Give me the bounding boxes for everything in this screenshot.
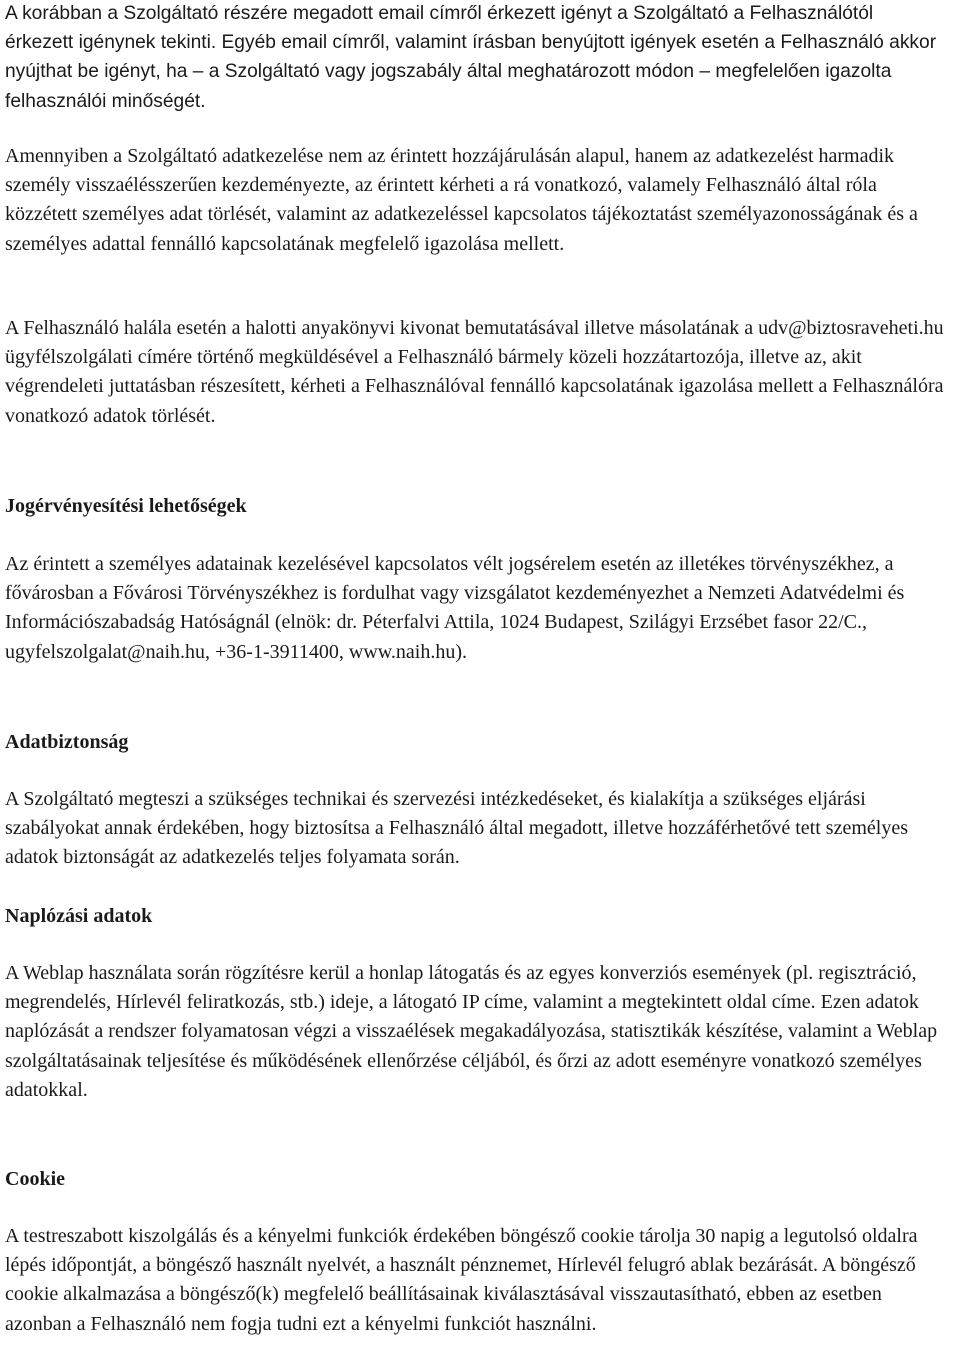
section-heading-legal-remedies: Jogérvényesítési lehetőségek	[5, 495, 247, 517]
section-heading-logging-data: Naplózási adatok	[5, 905, 153, 927]
section-text-legal-remedies: Az érintett a személyes adatainak kezelésével kapcsolatos vélt jogsérelem esetén az illetékes törvényszékhez, a fővárosban a Fővárosi Törvényszékhez is fordulhat vagy vizsgálatot kezdeményezhet a Nemzeti Adatvédelmi és Információszabadság Hatóságnál (elnök: dr. Péterfalvi Attila, 1024 Budapest, Szilágyi Erzsébet fasor 22/C., ugyfelszolgalat@naih.hu, +36-1-3911400, www.naih.hu).	[5, 553, 905, 663]
intro-paragraph: A korábban a Szolgáltató részére megadott email címről érkezett igényt a Szolgáltató a Felhasználótól érkezett igénynek tekinti. Egyéb email címről, valamint írásban benyújtott igények esetén a Felhasználó akkor nyújthat be igényt, ha – a Szolgáltató vagy jogszabály által meghatározott módon – megfelelően igazolta felhasználói minőségét.	[5, 3, 937, 112]
section-heading-data-security: Adatbiztonság	[5, 731, 129, 753]
section-heading-cookie: Cookie	[5, 1168, 65, 1190]
section-text-cookie: A testreszabott kiszolgálás és a kényelmi funkciók érdekében böngésző cookie tárolja 30 napig a legutolsó oldalra lépés időpontját, a böngésző használt nyelvét, a használt pénznemet, Hírlevél felugró ablak bezárását. A böngésző cookie alkalmazása a böngésző(k) megfelelő beállításainak kiválasztásával visszautasítható, ebben az esetben azonban a Felhasználó nem fogja tudni ezt a kényelmi funkciót használni.	[5, 1225, 918, 1335]
third-party-paragraph: Amennyiben a Szolgáltató adatkezelése nem az érintett hozzájárulásán alapul, hanem az adatkezelést harmadik személy visszaélésszerűen kezdeményezte, az érintett kérheti a rá vonatkozó, valamely Felhasználó által róla közzétett személyes adat törlését, valamint az adatkezeléssel kapcsolatos tájékoztatást személyazonosságának és a személyes adattal fennálló kapcsolatának megfelelő igazolása mellett.	[5, 145, 918, 255]
section-text-logging-data: A Weblap használata során rögzítésre kerül a honlap látogatás és az egyes konverziós események (pl. regisztráció, megrendelés, Hírlevél feliratkozás, stb.) ideje, a látogató IP címe, valamint a megtekintett oldal címe. Ezen adatok naplózását a rendszer folyamatosan végzi a visszaélések megakadályozása, statisztikák készítése, valamint a Weblap szolgáltatásainak teljesítése és működésének ellenőrzése céljából, és őrzi az adott eseményre vonatkozó személyes adatokkal.	[5, 962, 938, 1101]
death-paragraph: A Felhasználó halála esetén a halotti anyakönyvi kivonat bemutatásával illetve másolatának a udv@biztosraveheti.hu ügyfélszolgálati címére történő megküldésével a Felhasználó bármely közeli hozzátartozója, illetve az, akit végrendeleti juttatásban részesített, kérheti a Felhasználóval fennálló kapcsolatának igazolása mellett a Felhasználóra vonatkozó adatok törlését.	[5, 317, 944, 427]
section-text-data-security: A Szolgáltató megteszi a szükséges technikai és szervezési intézkedéseket, és kialakítja a szükséges eljárási szabályokat annak érdekében, hogy biztosítsa a Felhasználó által megadott, illetve hozzáférhetővé tett személyes adatok biztonságát az adatkezelés teljes folyamata során.	[5, 788, 908, 869]
